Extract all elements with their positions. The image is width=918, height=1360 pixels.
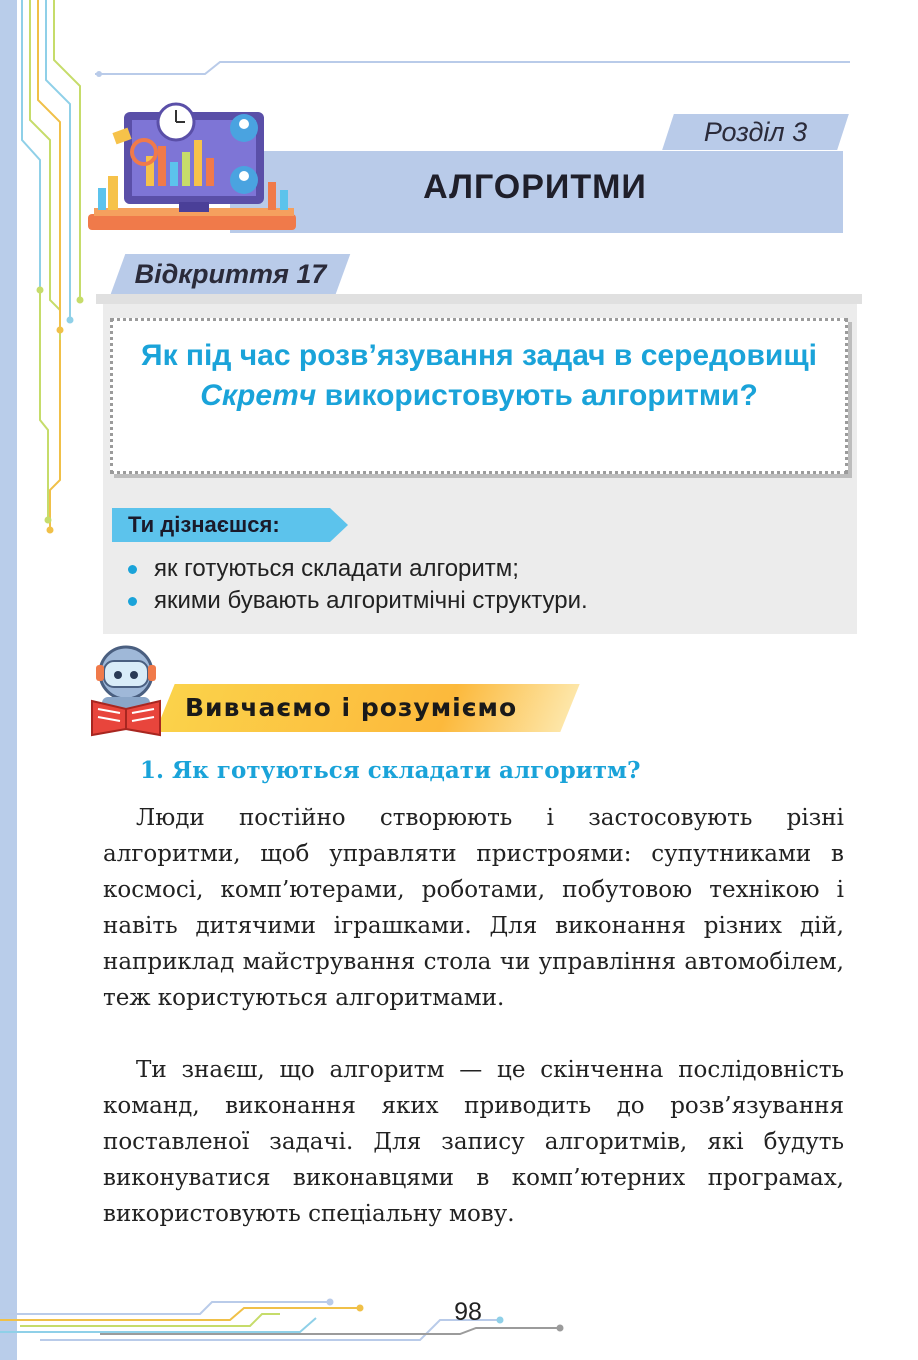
chapter-tag — [662, 114, 849, 150]
discovery-tag — [111, 254, 351, 294]
paragraph: Люди постійно створюють і застосовують різні алгоритми, щоб управляти пристроями: супутниками в космосі, комп’ютерами, роботами, побутовою технікою і навіть дитячими іграшками. Для виконання різних дій, наприклад майстрування стола чи управління автомобілем, теж користуються алгоритмами. — [103, 805, 844, 1011]
computer-illustration — [84, 96, 304, 241]
divider-bar — [96, 294, 862, 304]
circuit-decoration — [0, 0, 95, 560]
page-number: 98 — [454, 1298, 482, 1326]
section-heading: 1. Як готуються складати алгоритм? — [140, 757, 641, 784]
list-item: як готуються складати алгоритм; — [128, 553, 588, 585]
discovery-question — [120, 336, 838, 416]
list-item: якими бувають алгоритмічні структури. — [128, 585, 588, 617]
question-part1: Як під час розв’язування задач в середовищі — [141, 339, 817, 372]
question-part2: використовують алгоритми? — [316, 379, 758, 412]
learn-label: Ти дізнаєшся: — [128, 512, 280, 537]
bottom-circuit-decoration — [0, 1270, 600, 1350]
chapter-label: Розділ 3 — [703, 117, 808, 147]
robot-reading-icon — [86, 645, 176, 737]
learn-list — [128, 553, 588, 617]
study-label: Вивчаємо і розуміємо — [185, 693, 518, 722]
question-italic: Скретч — [200, 379, 317, 412]
chapter-title: АЛГОРИТМИ — [423, 168, 647, 206]
paragraph: Ти знаєш, що алгоритм — це скінченна послідовність команд, виконання яких приводить до розв’язування поставленої задачі. Для запису алгоритмів, які будуть виконуватися виконавцями в комп’ютерних програмах, використовують спеціальну мову. — [103, 1057, 844, 1227]
discovery-label: Відкриття 17 — [134, 259, 327, 289]
learn-tag — [112, 508, 330, 542]
top-rule-line — [95, 60, 855, 84]
